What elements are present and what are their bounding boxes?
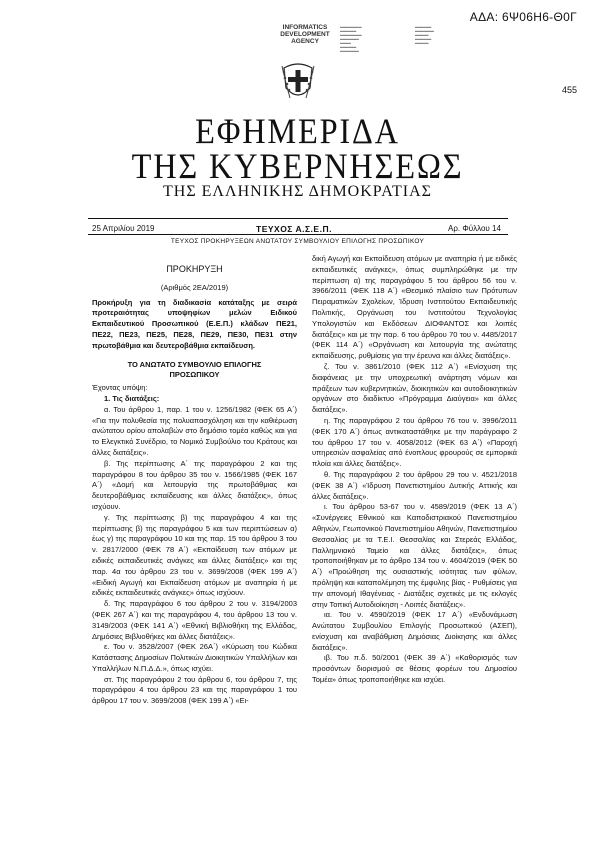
provision-paragraph: στ. Της παραγράφου 2 του άρθρου 6, του άρθρου 7, της παραγράφου 4 του άρθρου 23 και της παραγράφου 1 του άρθρου 17 του ν. 3699/2008 (ΦΕΚ 199 Α΄) «Ει- bbox=[92, 674, 297, 706]
provision-paragraph: ια. Του ν. 4590/2019 (ΦΕΚ 17 Α΄) «Ενδυνάμωση Ανώτατου Συμβουλίου Επιλογής Προσωπικού (ΑΣΕΠ), ενίσχυση και αναβάθμιση Δημόσιας Διοίκησης και άλλες διατάξεις». bbox=[312, 610, 517, 652]
informatics-line: AGENCY bbox=[291, 38, 319, 45]
provisions-heading: 1. Τις διατάξεις: bbox=[104, 393, 160, 403]
proclamation-subject: Προκήρυξη για τη διαδικασία κατάταξης με σειρά προτεραιότητας υποψηφίων μελών Ειδικού Εκπαιδευτικού Προσωπικού (Ε.Ε.Π.) κλάδων ΠΕ21, ΠΕ22, ΠΕ23, ΠΕ25, ΠΕ28, ΠΕ29, ΠΕ30, ΠΕ31 στην πρωτοβάθμια και δευτεροβάθμια εκπαίδευση. bbox=[92, 297, 297, 350]
provision-paragraph: δ. Της παραγράφου 6 του άρθρου 2 του ν. 3194/2003 (ΦΕΚ 267 Α΄) και της παραγράφου 4, του άρθρου 13 του ν. 3149/2003 (ΦΕΚ 141 Α΄) «Εθνική Βιβλιοθήκη της Ελλάδας, Δημόσιες Βιβλιοθήκες και άλλες διατάξεις». bbox=[92, 599, 297, 641]
provision-paragraph: θ. Της παραγράφου 2 του άρθρου 29 του ν. 4521/2018 (ΦΕΚ 38 Α΄) «Ίδρυση Πανεπιστημίου Δυτικής Αττικής και άλλες διατάξεις». bbox=[312, 469, 517, 501]
issue-subtitle: ΤΕΥΧΟΣ ΠΡΟΚΗΡΥΞΕΩΝ ΑΝΩΤΑΤΟΥ ΣΥΜΒΟΥΛΙΟΥ ΕΠΙΛΟΓΗΣ ΠΡΟΣΩΠΙΚΟΥ bbox=[170, 238, 425, 245]
provision-paragraph: δική Αγωγή και Εκπαίδευση ατόμων με αναπηρία ή με ειδικές εκπαιδευτικές ανάγκες», όπως συμπληρώθηκε με την περίπτωση α) της παραγράφου 5 του άρθρου 56 του ν. 3966/2011 (ΦΕΚ 118 Α΄) «Θεσμικό πλαίσιο των Πρότυπων Πειραματικών Σχολείων, Ίδρυση Ινστιτούτου Εκπαιδευτικής Πολιτικής, Οργάνωση του Ινστιτούτου Τεχνολογίας Υπολογιστών και Εκδόσεων ΔΙΟΦΑΝΤΟΣ και λοιπές διατάξεις» και με την παρ. 6 του άρθρου 70 του ν. 4485/2017 (ΦΕΚ 114 Α΄) «Οργάνωση και λειτουργία της ανώτατης εκπαίδευσης, ρυθμίσεις για την έρευνα και άλλες διατάξεις». bbox=[312, 254, 517, 361]
authority-name: ΤΟ ΑΝΩΤΑΤΟ ΣΥΜΒΟΥΛΙΟ ΕΠΙΛΟΓΗΣ ΠΡΟΣΩΠΙΚΟΥ bbox=[127, 359, 262, 380]
sheet-number: Αρ. Φύλλου 14 bbox=[448, 224, 501, 233]
issue-date: 25 Απριλίου 2019 bbox=[92, 224, 155, 233]
proclamation-label: ΠΡΟΚΗΡΥΞΗ bbox=[166, 264, 223, 274]
issue-label: ΤΕΥΧΟΣ Α.Σ.Ε.Π. bbox=[256, 224, 332, 234]
ada-code: ΑΔΑ: 6Ψ06Η6-Θ0Γ bbox=[469, 10, 577, 24]
greek-coat-of-arms-icon bbox=[280, 58, 316, 104]
proclamation-number: (Αριθμός 2ΕΑ/2019) bbox=[160, 282, 229, 292]
provision-paragraph: ζ. Του ν. 3861/2010 (ΦΕΚ 112 Α΄) «Ενίσχυση της διαφάνειας με την υποχρεωτική ανάρτηση νόμων και πράξεων των κυβερνητικών, διοικητικών και αυτοδιοικητικών οργάνων στο διαδίκτυο «Πρόγραμμα Διαύγεια» και άλλες διατάξεις». bbox=[312, 361, 517, 415]
signature-block-right: ▂▂▂▂▂▂ ▂▂▂▂▂▂▂ ▂▂▂▂▂ ▂▂▂▂▂▂ ▂▂▂▂▂ bbox=[415, 24, 434, 44]
page-number: 455 bbox=[561, 85, 577, 95]
left-column bbox=[92, 264, 297, 707]
gazette-title-line1: ΕΦΗΜΕΡΙΔΑ bbox=[195, 111, 400, 151]
gazette-title-line2: ΤΗΣ ΚΥΒΕΡΝΗΣΕΩΣ bbox=[131, 146, 464, 186]
provision-paragraph: α. Του άρθρου 1, παρ. 1 του ν. 1256/1982 (ΦΕΚ 65 Α΄) «Για την πολυθεσία της πολυαπασχόληση και την καθιέρωση ανώτατου ορίου απολαβών στο δημόσιο τομέα καθώς και για το Ελεγκτικό Συνέδριο, το Νομικό Συμβούλιο του Κράτους και άλλες διατάξεις». bbox=[92, 404, 297, 457]
provision-paragraph: ε. Του ν. 3528/2007 (ΦΕΚ 26Α΄) «Κύρωση του Κώδικα Κατάστασης Δημοσίων Πολιτικών Διοικητικών Υπαλλήλων και Υπαλλήλων Ν.Π.Δ.Δ.», όπως ισχύει. bbox=[92, 642, 297, 673]
provision-paragraph: ιβ. Του π.δ. 50/2001 (ΦΕΚ 39 Α΄) «Καθορισμός των προσόντων διορισμού σε θέσεις φορέων του Δημοσίου Τομέα» όπως τροποποιήθηκε και ισχύει. bbox=[312, 653, 517, 685]
right-column bbox=[312, 254, 517, 686]
header-rule-top bbox=[88, 218, 508, 219]
considering-intro: Έχοντας υπόψη: bbox=[92, 383, 148, 393]
provision-paragraph: γ. Της περίπτωσης β) της παραγράφου 4 και της περίπτωσης β) της παραγράφου 5 και των περιπτώσεων α) έως γ) της παραγράφου 10 και της παρ. 15 του άρθρου 3 του ν. 2817/2000 (ΦΕΚ 78 Α΄) «Εκπαίδευση των ατόμων με ειδικές εκπαιδευτικές ανάγκες και άλλες διατάξεις» και της παρ. 4α του άρθρου 23 του ν. 3699/2008 (ΦΕΚ 199 Α΄) «Ειδική Αγωγή και Εκπαίδευση ατόμων με αναπηρία ή με ειδικές εκπαιδευτικές ανάγκες» όπως ισχύουν. bbox=[92, 512, 297, 598]
provision-paragraph: ι. Του άρθρου 53-67 του ν. 4589/2019 (ΦΕΚ 13 Α΄) «Συνέργειες Εθνικού και Καποδιστριακού Πανεπιστημίου Αθηνών, Γεωπονικού Πανεπιστημίου Αθηνών, Πανεπιστημίου Θεσσαλίας με τα Τ.Ε.Ι. Θεσσαλίας και Στερεάς Ελλάδας, Παλλημνιακό Ταμείο και άλλες διατάξεις», όπως τροποποιήθηκαν με το άρθρο 134 του ν. 4604/2019 (ΦΕΚ 50 Α΄) «Προώθηση της ουσιαστικής ισότητας των φύλων, πρόληψη και καταπολέμηση της έμφυλης βίας - Ρυθμίσεις για την απονομή Ιθαγένειας - Διατάξεις σχετικές με τις εκλογές στην Τοπική Αυτοδιοίκηση - Λοιπές διατάξεις». bbox=[312, 502, 517, 609]
informatics-line: DEVELOPMENT bbox=[280, 31, 330, 38]
informatics-line: INFORMATICS bbox=[282, 24, 328, 31]
signature-block-left: ▂▂▂▂▂▂▂▂ ▂▂▂▂▂▂ ▂▂▂▂▂▂▂▂ ▂▂▂▂▂▂▂ ▂▂▂▂ ▂▂▂▂▂▂ ▂▂▂▂▂▂▂ bbox=[340, 24, 362, 52]
provision-paragraph: β. Της περίπτωσης Α΄ της παραγράφου 2 και της παραγράφου 8 του άρθρου 35 του ν. 1566/1985 (ΦΕΚ 167 Α΄) «Δομή και λειτουργία της πρωτοβάθμιας και δευτεροβάθμιας εκπαίδευσης και άλλες διατάξεις», όπως ισχύουν. bbox=[92, 458, 297, 511]
informatics-block bbox=[270, 24, 340, 45]
header-rule-bottom bbox=[88, 234, 508, 235]
provision-paragraph: η. Της παραγράφου 2 του άρθρου 76 του ν. 3996/2011 (ΦΕΚ 170 Α΄) όπως αντικαταστάθηκε με την παράγραφο 2 του άρθρου 17 του ν. 4058/2012 (ΦΕΚ 63 Α΄) «Παροχή υπηρεσιών ασφαλείας από ένοπλους φρουρούς σε εμπορικά πλοία και άλλες διατάξεις». bbox=[312, 415, 517, 469]
gazette-subtitle: ΤΗΣ ΕΛΛΗΝΙΚΗΣ ΔΗΜΟΚΡΑΤΙΑΣ bbox=[163, 183, 432, 200]
